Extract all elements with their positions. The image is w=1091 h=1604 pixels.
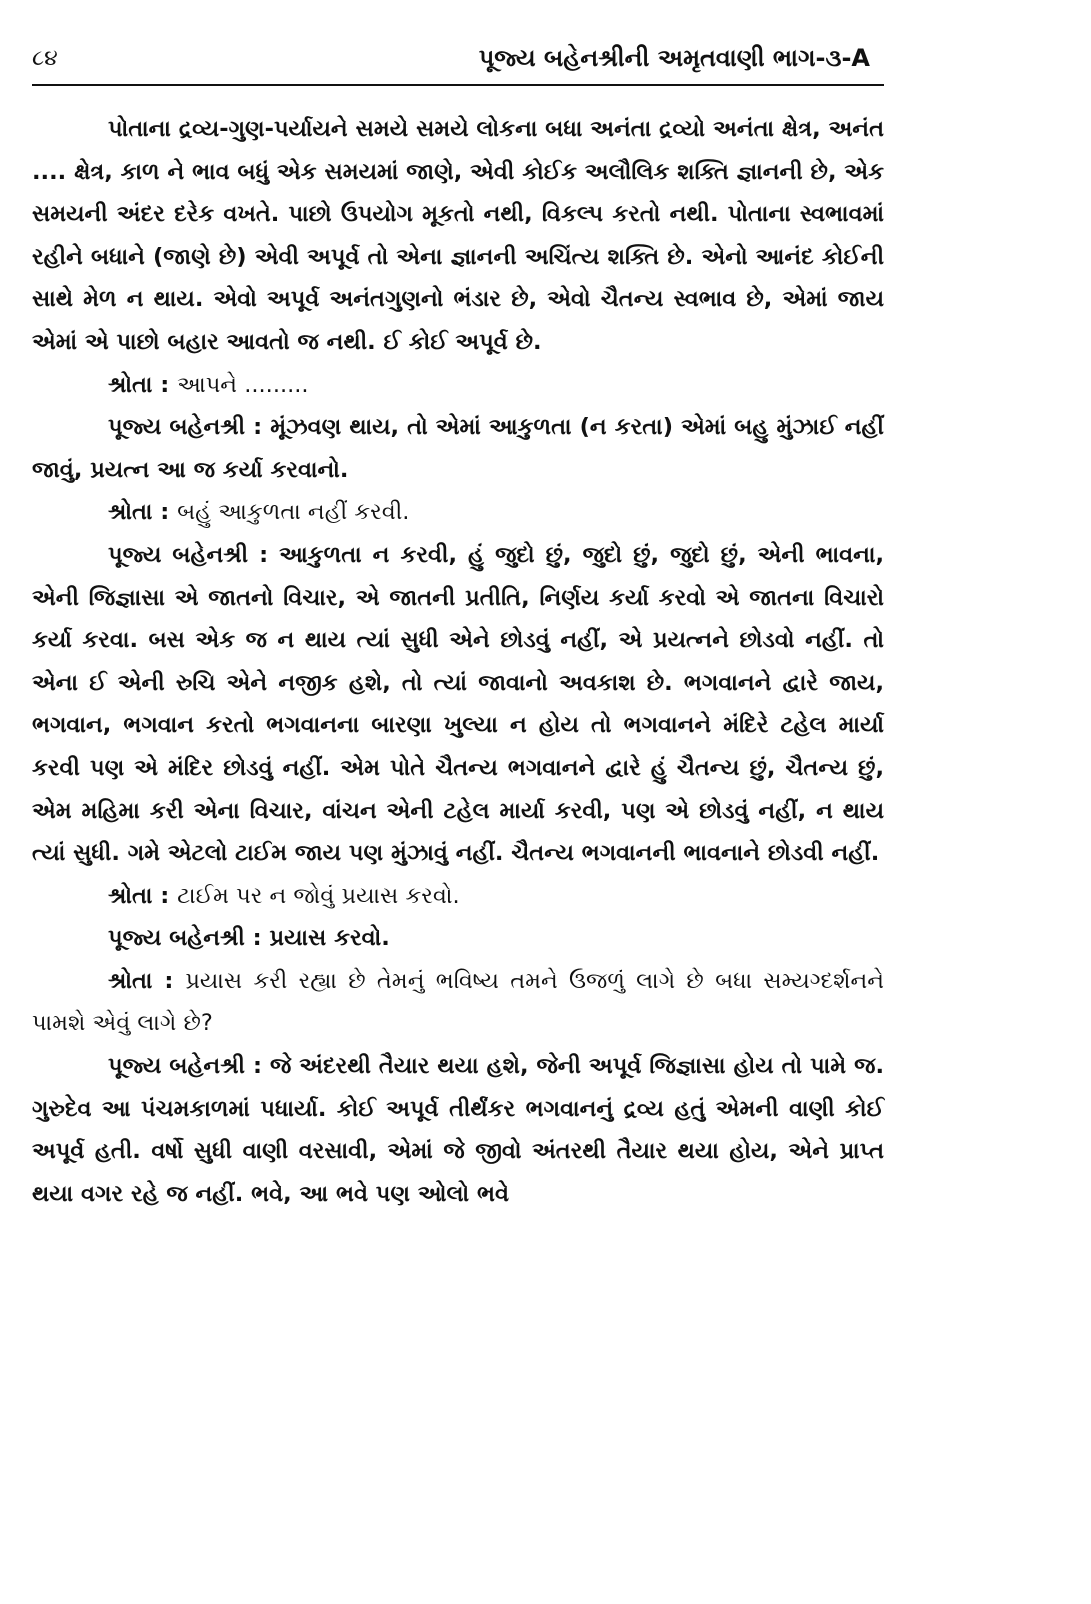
running-head: પૂજ્ય બહેનશ્રીની અમૃતવાણી ભાગ-૩-A (478, 44, 870, 72)
speaker-label-bahenshri: પૂજ્ય બહેનશ્રી : (108, 414, 263, 441)
speaker-label-listener: શ્રોતા : (108, 499, 170, 526)
speaker-label-listener: શ્રોતા : (108, 882, 170, 909)
bahenshri-answer (32, 917, 884, 960)
question-text: પ્રયાસ કરી રહ્યા છે તેમનું ભવિષ્ય તમને ઉજળું લાગે છે બધા સમ્યગ્દર્શનને પામશે એવું લાગે છે? (32, 967, 884, 1037)
bahenshri-answer (32, 534, 884, 875)
page-number: ૮૪ (32, 46, 58, 71)
question-text: આપને ......... (177, 371, 309, 398)
answer-text: મૂંઝવણ થાય, તો એમાં આકુળતા (ન કરતા) એમાં બહુ મુંઝાઈ નહીં જાવું, પ્રયત્ન આ જ કર્યા કરવાનો. (32, 414, 884, 483)
speaker-label-listener: શ્રોતા : (108, 967, 174, 994)
speaker-label-bahenshri: પૂજ્ય બહેનશ્રી : (108, 1053, 262, 1080)
page-header (32, 44, 884, 86)
listener-question (32, 875, 884, 918)
listener-question (32, 364, 884, 407)
bahenshri-answer (32, 1045, 884, 1215)
speaker-label-bahenshri: પૂજ્ય બહેનશ્રી : (108, 541, 269, 568)
paragraph-text: પોતાના દ્રવ્ય-ગુણ-પર્યાયને સમયે સમયે લોકના બધા અનંતા દ્રવ્યો અનંતા ક્ષેત્ર, અનંત .... ક્ષેત્ર, કાળ ને ભાવ બધું એક સમયમાં જાણે, એવી કોઈક અલૌલિક શક્તિ જ્ઞાનની છે, એક સમયની અંદર દરેક વખતે. પાછો ઉપયોગ મૂકતો નથી, વિકલ્પ કરતો નથી. પોતાના સ્વભાવમાં રહીને બધાને (જાણે છે) એવી અપૂર્વ તો એના જ્ઞાનની અચિંત્ય શક્તિ છે. એનો આનંદ કોઈની સાથે મેળ ન થાય. એવો અપૂર્વ અનંતગુણનો ભંડાર છે, એવો ચૈતન્ય સ્વભાવ છે, એમાં જાય એમાં એ પાછો બહાર આવતો જ નથી. ઈ કોઈ અપૂર્વ છે. (32, 116, 884, 355)
listener-question (32, 960, 884, 1045)
paragraph (32, 108, 884, 364)
listener-question (32, 491, 884, 534)
answer-text: જે અંદરથી તૈયાર થયા હશે, જેની અપૂર્વ જિજ્ઞાસા હોય તો પામે જ. ગુરુદેવ આ પંચમકાળમાં પધાર્યા. કોઈ અપૂર્વ તીર્થંકર ભગવાનનું દ્રવ્ય હતું એમની વાણી કોઈ અપૂર્વ હતી. વર્ષો સુધી વાણી વરસાવી, એમાં જે જીવો અંતરથી તૈયાર થયા હોય, એને પ્રાપ્ત થયા વગર રહે જ નહીં. ભવે, આ ભવે પણ ઓલો ભવે (32, 1053, 884, 1207)
answer-text: પ્રયાસ કરવો. (269, 925, 390, 952)
speaker-label-listener: શ્રોતા : (108, 371, 170, 398)
question-text: ટાઈમ પર ન જોવું પ્રયાસ કરવો. (177, 882, 460, 909)
bahenshri-answer (32, 406, 884, 491)
speaker-label-bahenshri: પૂજ્ય બહેનશ્રી : (108, 925, 262, 952)
answer-text: આકુળતા ન કરવી, હું જુદો છું, જુદો છું, જુદો છું, એની ભાવના, એની જિજ્ઞાસા એ જાતનો વિચાર, એ જાતની પ્રતીતિ, નિર્ણય કર્યા કરવો એ જાતના વિચારો કર્યા કરવા. બસ એક જ ન થાય ત્યાં સુધી એને છોડવું નહીં, એ પ્રયત્નને છોડવો નહીં. તો એના ઈ એની રુચિ એને નજીક હશે, તો ત્યાં જાવાનો અવકાશ છે. ભગવાનને દ્વારે જાય, ભગવાન, ભગવાન કરતો ભગવાનના બારણા ખુલ્યા ન હોય તો ભગવાનને મંદિરે ટહેલ માર્યા કરવી પણ એ મંદિર છોડવું નહીં. એમ પોતે ચૈતન્ય ભગવાનને દ્વારે હું ચૈતન્ય છું, ચૈતન્ય છું, એમ મહિમા કરી એના વિચાર, વાંચન એની ટહેલ માર્યા કરવી, પણ એ છોડવું નહીં, ન થાય ત્યાં સુધી. ગમે એટલો ટાઈમ જાય પણ મુંઝાવું નહીં. ચૈતન્ય ભગવાનની ભાવનાને છોડવી નહીં. (32, 541, 885, 867)
body-text (32, 108, 884, 1215)
question-text: બહું આકુળતા નહીં કરવી. (177, 499, 410, 526)
